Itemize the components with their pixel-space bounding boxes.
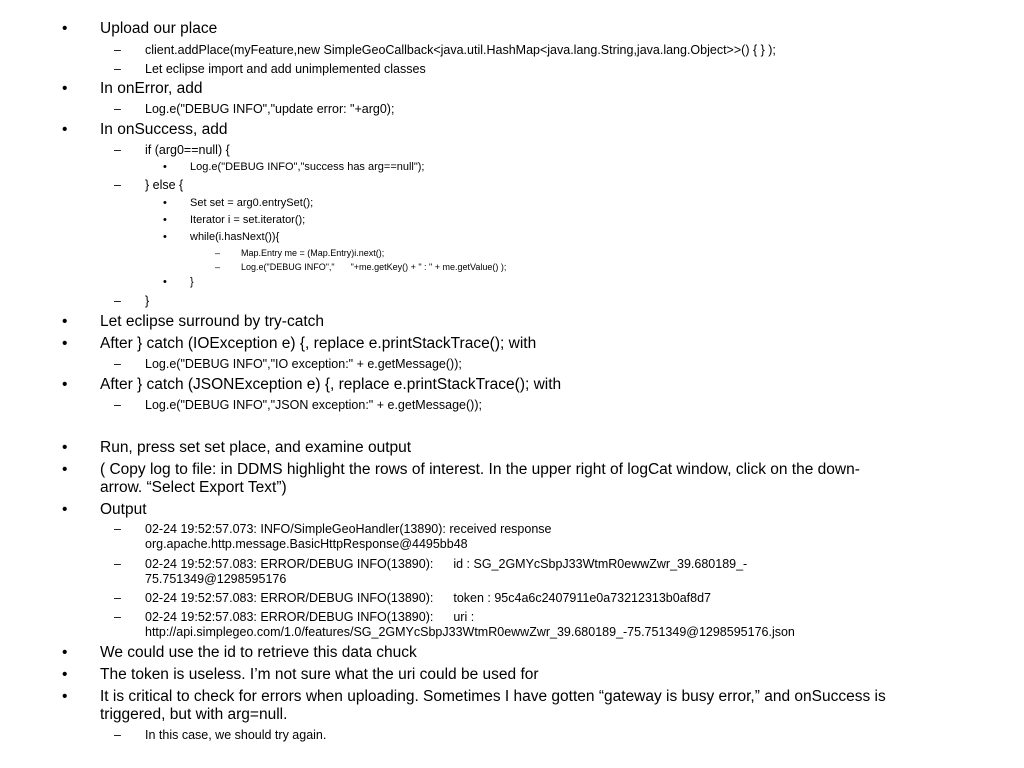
code-part-2: "+me.getKey() + " : " + me.getValue() ); — [350, 262, 507, 272]
log-text — [145, 522, 552, 552]
bullet-dot: • — [163, 214, 167, 226]
bullet-text: Let eclipse surround by try-catch — [100, 313, 324, 330]
code-text: } — [190, 276, 194, 288]
text-line-1: It is critical to check for errors when uploading. Sometimes I have gotten “gateway is busy error,” and onSuccess is — [100, 688, 886, 705]
bullet-dot: • — [62, 644, 68, 661]
bullet-text — [100, 461, 860, 497]
bullet-text: Output — [100, 501, 147, 518]
bullet-dash: – — [114, 143, 121, 157]
bullet-dash: – — [215, 262, 221, 272]
code-text: } — [145, 294, 150, 308]
log-value-cont: 75.751349@1298595176 — [145, 572, 287, 586]
code-text: } else { — [145, 178, 184, 192]
bullet-dot: • — [62, 335, 68, 352]
code-part-1: Log.e("DEBUG INFO"," — [241, 262, 335, 272]
code-text: while(i.hasNext()){ — [190, 231, 280, 243]
log-prefix: 02-24 19:52:57.083: ERROR/DEBUG INFO(13890): — [145, 557, 434, 571]
bullet-text: Upload our place — [100, 20, 218, 37]
log-prefix: 02-24 19:52:57.083: ERROR/DEBUG INFO(13890): — [145, 591, 434, 605]
bullet-dot: • — [62, 461, 68, 478]
log-value: token : 95c4a6c2407911e0a73212313b0af8d7 — [453, 591, 711, 605]
code-text: Iterator i = set.iterator(); — [190, 214, 306, 226]
code-text: client.addPlace(myFeature,new SimpleGeoCallback<java.util.HashMap<java.lang.String,java.lang.Object>>() { } ); — [145, 43, 776, 57]
bullet-dash: – — [114, 294, 121, 308]
bullet-dash: – — [114, 728, 121, 742]
bullet-dash: – — [114, 178, 121, 192]
bullet-dot: • — [62, 20, 68, 37]
bullet-text: Let eclipse import and add unimplemented classes — [145, 62, 426, 76]
text-line-2: arrow. “Select Export Text”) — [100, 479, 287, 496]
bullet-dot: • — [163, 197, 167, 209]
bullet-dot: • — [62, 439, 68, 456]
bullet-dot: • — [62, 80, 68, 97]
bullet-dash: – — [114, 557, 121, 571]
bullet-dash: – — [215, 248, 221, 258]
bullet-dot: • — [163, 231, 167, 243]
log-value: uri : — [453, 610, 475, 624]
bullet-dash: – — [114, 398, 121, 412]
code-text: Log.e("DEBUG INFO","success has arg==null"); — [190, 161, 425, 173]
code-text: Set set = arg0.entrySet(); — [190, 197, 314, 209]
log-line-1: 02-24 19:52:57.073: INFO/SimpleGeoHandler(13890): received response — [145, 522, 552, 536]
bullet-dash: – — [114, 102, 121, 116]
bullet-text: We could use the id to retrieve this data chuck — [100, 644, 417, 661]
text-line-1: ( Copy log to file: in DDMS highlight the rows of interest. In the upper right of logCat window, click on the down- — [100, 461, 860, 478]
bullet-text: After } catch (IOException e) {, replace e.printStackTrace(); with — [100, 335, 537, 352]
bullet-text — [100, 688, 886, 724]
bullet-dot: • — [163, 276, 167, 288]
bullet-dot: • — [62, 501, 68, 518]
bullet-dash: – — [114, 610, 121, 624]
bullet-text: In this case, we should try again. — [145, 728, 327, 742]
code-text — [241, 262, 506, 273]
bullet-dash: – — [114, 62, 121, 76]
log-text — [145, 591, 711, 606]
bullet-dot: • — [163, 161, 167, 173]
log-value: id : SG_2GMYcSbpJ33WtmR0ewwZwr_39.680189_- — [453, 557, 748, 571]
bullet-text: In onSuccess, add — [100, 121, 228, 138]
log-text — [145, 557, 747, 587]
bullet-dot: • — [62, 688, 68, 705]
bullet-dash: – — [114, 522, 121, 536]
bullet-text: The token is useless. I’m not sure what the uri could be used for — [100, 666, 539, 683]
bullet-dot: • — [62, 121, 68, 138]
text-line-2: triggered, but with arg=null. — [100, 706, 288, 723]
log-value-cont: http://api.simplegeo.com/1.0/features/SG_2GMYcSbpJ33WtmR0ewwZwr_39.680189_-75.751349@1298595176.json — [145, 625, 795, 639]
bullet-dot: • — [62, 313, 68, 330]
bullet-dot: • — [62, 666, 68, 683]
code-text: if (arg0==null) { — [145, 143, 230, 157]
code-text: Log.e("DEBUG INFO","JSON exception:" + e.getMessage()); — [145, 398, 482, 412]
code-text: Map.Entry me = (Map.Entry)i.next(); — [241, 248, 385, 258]
code-text: Log.e("DEBUG INFO","IO exception:" + e.getMessage()); — [145, 357, 462, 371]
bullet-text: In onError, add — [100, 80, 203, 97]
bullet-dash: – — [114, 43, 121, 57]
bullet-text: Run, press set set place, and examine output — [100, 439, 412, 456]
bullet-text: After } catch (JSONException e) {, replace e.printStackTrace(); with — [100, 376, 562, 393]
log-text — [145, 610, 795, 640]
log-line-2: org.apache.http.message.BasicHttpResponse@4495bb48 — [145, 537, 468, 551]
log-prefix: 02-24 19:52:57.083: ERROR/DEBUG INFO(13890): — [145, 610, 434, 624]
bullet-dash: – — [114, 357, 121, 371]
bullet-dot: • — [62, 376, 68, 393]
bullet-dash: – — [114, 591, 121, 605]
code-text: Log.e("DEBUG INFO","update error: "+arg0); — [145, 102, 395, 116]
